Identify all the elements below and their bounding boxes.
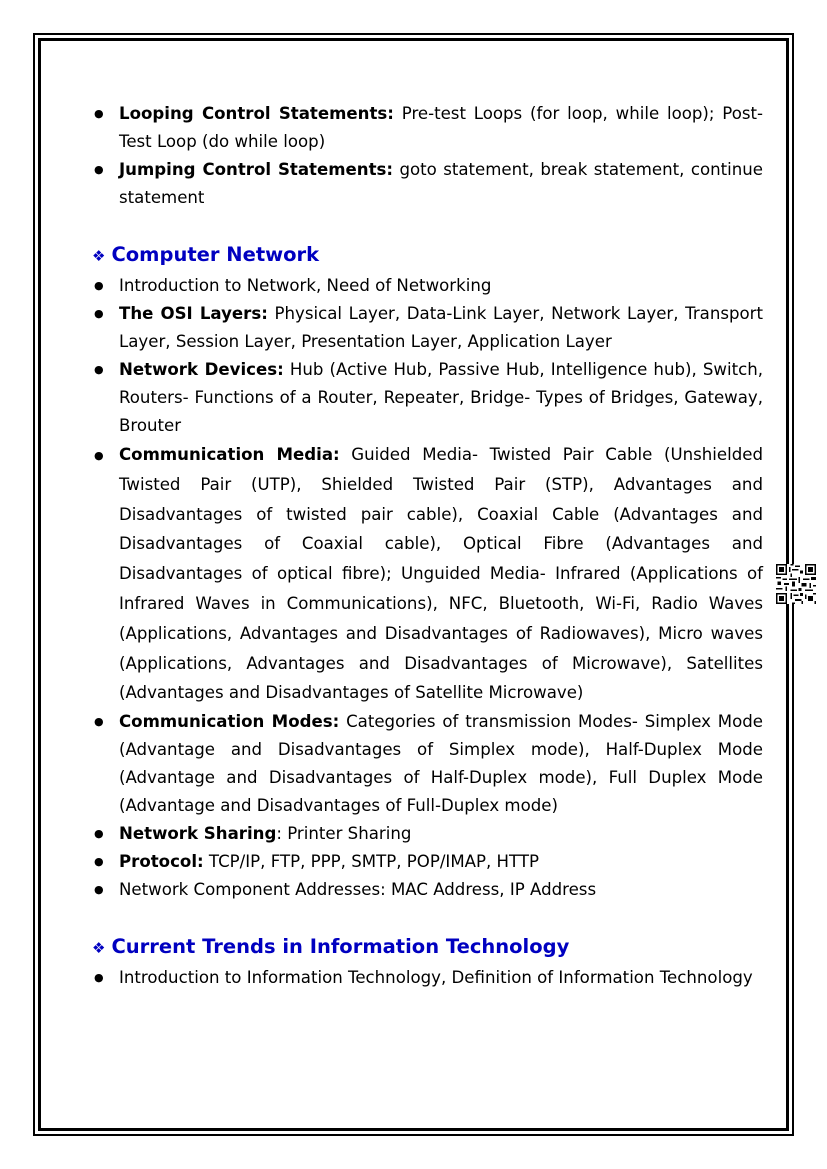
list-item	[92, 820, 763, 848]
item-label: Protocol:	[119, 852, 204, 872]
item-label: The OSI Layers:	[119, 304, 268, 323]
item-text: Guided Media- Twisted Pair Cable (Unshielded Twisted Pair (UTP), Shielded Twisted Pair (STP), Advantages and Disadvantages of twisted pair cable), Coaxial Cable (Advantages and Disadvantages of Coaxial cable), Optical Fibre (Advantages and Disadvantages of optical fibre); Unguided Media- Infrared (Applications of Infrared Waves in Communications), NFC, Bluetooth, Wi-Fi, Radio Waves (Applications, Advantages and Disadvantages of Radiowaves), Micro waves (Applications, Advantages and Disadvantages of Microwave), Satellites (Advantages and Disadvantages of Satellite Microwave)	[119, 445, 763, 703]
list-item	[92, 300, 763, 356]
item-text: Pre-test Loops (for loop, while loop); Post-Test Loop (do while loop)	[119, 104, 763, 151]
diamond-bullet-icon: ❖	[92, 247, 106, 265]
diamond-bullet-icon: ❖	[92, 939, 106, 958]
section-heading-text: Current Trends in Information Technology	[111, 935, 570, 959]
qr-code-icon	[776, 564, 816, 604]
item-label: Communication Media:	[119, 445, 340, 464]
item-label: Network Sharing	[119, 824, 277, 844]
section-heading-text: Computer Network	[111, 243, 320, 266]
list-item	[92, 356, 763, 440]
item-text: Introduction to Network, Need of Networking	[119, 276, 492, 295]
list-item	[92, 876, 763, 904]
item-label: Communication Modes:	[119, 712, 340, 732]
item-text: Network Component Addresses: MAC Address, IP Address	[119, 880, 597, 900]
list-item	[92, 440, 763, 708]
computer-network-list	[92, 272, 763, 904]
page-content	[92, 100, 763, 992]
list-item	[92, 100, 763, 156]
section-heading-computer-network	[92, 241, 763, 270]
item-text: Categories of transmission Modes- Simplex Mode (Advantage and Disadvantages of Simplex mode), Half-Duplex Mode (Advantage and Disadvantages of Half-Duplex mode), Full Duplex Mode (Advantage and Disadvantages of Full-Duplex mode)	[119, 712, 763, 816]
list-item	[92, 272, 763, 300]
item-label: Jumping Control Statements:	[119, 160, 394, 179]
list-item	[92, 156, 763, 212]
item-text: goto statement, break statement, continue statement	[119, 160, 763, 207]
item-text: Physical Layer, Data-Link Layer, Network Layer, Transport Layer, Session Layer, Presentation Layer, Application Layer	[119, 304, 763, 351]
item-text: : Printer Sharing	[276, 824, 412, 844]
item-text: Hub (Active Hub, Passive Hub, Intelligence hub), Switch, Routers- Functions of a Router, Repeater, Bridge- Types of Bridges, Gateway, Brouter	[119, 360, 763, 435]
current-trends-list	[92, 964, 763, 992]
item-label: Network Devices:	[119, 360, 284, 379]
item-label: Looping Control Statements:	[119, 104, 394, 123]
item-text: TCP/IP, FTP, PPP, SMTP, POP/IMAP, HTTP	[203, 852, 540, 872]
item-text: Introduction to Information Technology, Definition of Information Technology	[119, 968, 753, 988]
section-heading-current-trends	[92, 933, 763, 962]
list-item	[92, 964, 763, 992]
control-statements-list	[92, 100, 763, 212]
list-item	[92, 848, 763, 876]
list-item	[92, 708, 763, 820]
